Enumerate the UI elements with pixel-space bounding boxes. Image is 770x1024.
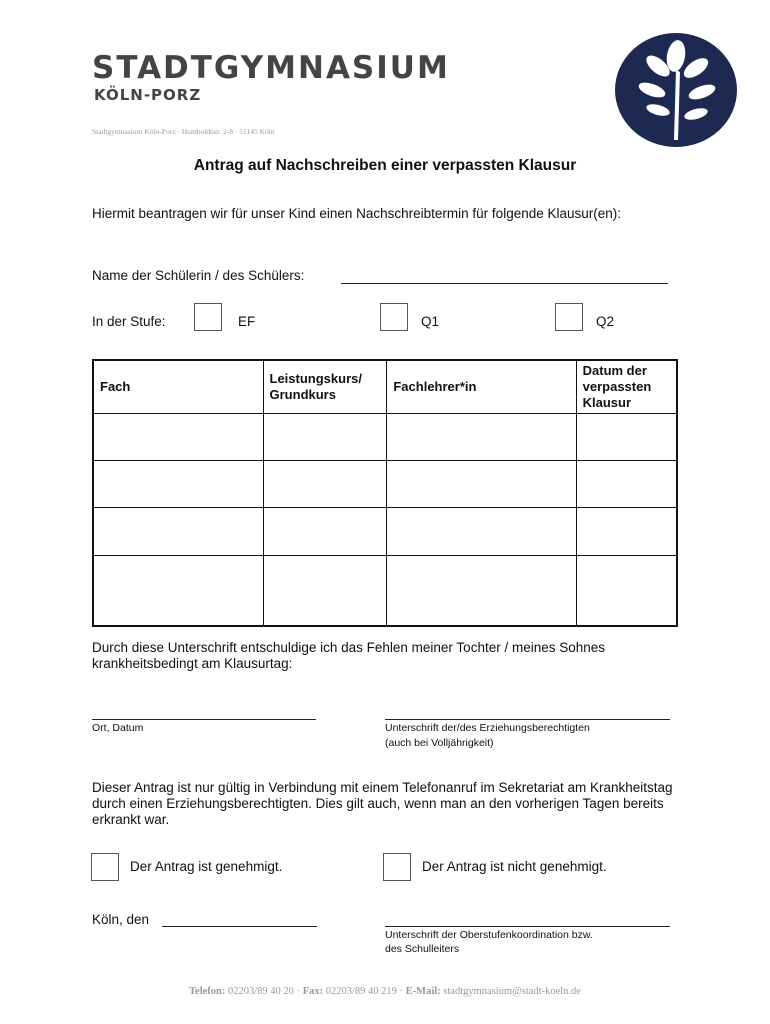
checkbox-not-approved[interactable] xyxy=(383,853,411,881)
place-date-label: Ort, Datum xyxy=(92,722,144,734)
guardian-signature-note: (auch bei Volljährigkeit) xyxy=(385,737,494,749)
table-cell[interactable] xyxy=(387,555,576,626)
guardian-signature-label: Unterschrift der/des Erziehungsberechtigten xyxy=(385,722,590,734)
table-row xyxy=(93,461,677,508)
table-cell[interactable] xyxy=(387,461,576,508)
school-address: Stadtgymnasium Köln-Porz · Humboldtstr. 2-8 · 51145 Köln xyxy=(92,127,275,136)
table-cell[interactable] xyxy=(93,461,263,508)
table-cell[interactable] xyxy=(93,414,263,461)
table-cell[interactable] xyxy=(576,508,677,555)
student-name-label: Name der Schülerin / des Schülers: xyxy=(92,268,305,283)
excuse-text: Durch diese Unterschrift entschuldige ich das Fehlen meiner Tochter / meines Sohnes krankheitsbedingt am Klausurtag: xyxy=(92,640,606,671)
table-cell[interactable] xyxy=(576,461,677,508)
option-ef-label: EF xyxy=(238,314,256,329)
checkbox-ef[interactable] xyxy=(194,303,222,331)
school-name: STADTGYMNASIUM xyxy=(92,50,450,86)
coordinator-signature-field[interactable] xyxy=(385,926,670,927)
table-cell[interactable] xyxy=(263,508,387,555)
stage-label: In der Stufe: xyxy=(92,314,166,329)
validity-text: Dieser Antrag ist nur gültig in Verbindung mit einem Telefonanruf im Sekretariat am Krankheitstag durch einen Erziehungsberechtigten. Dies gilt auch, wenn man an den vorherigen Tagen bereits erkrankt war. xyxy=(92,780,673,827)
approved-label: Der Antrag ist genehmigt. xyxy=(130,859,283,874)
footer-contact: Telefon: 02203/89 40 20 · Fax: 02203/89 40 219 · E-Mail: stadtgymnasium@stadt-koeln.de xyxy=(189,986,581,997)
email-address: stadtgymnasium@stadt-koeln.de xyxy=(443,986,581,997)
table-cell[interactable] xyxy=(263,414,387,461)
fax-label: Fax: xyxy=(302,986,324,997)
school-location: KÖLN-PORZ xyxy=(94,86,202,104)
exam-table xyxy=(92,359,678,627)
table-cell[interactable] xyxy=(263,555,387,626)
place-date-field[interactable] xyxy=(92,719,316,720)
table-cell[interactable] xyxy=(576,414,677,461)
header-kurs: Leistungskurs/ Grundkurs xyxy=(263,360,387,414)
table-row xyxy=(93,414,677,461)
option-q2-label: Q2 xyxy=(596,314,615,329)
table-cell[interactable] xyxy=(93,555,263,626)
form-title: Antrag auf Nachschreiben einer verpassten Klausur xyxy=(193,157,577,174)
coordinator-signature-note: des Schulleiters xyxy=(385,943,460,955)
coordinator-signature-label: Unterschrift der Oberstufenkoordination bzw. xyxy=(385,929,593,941)
checkbox-approved[interactable] xyxy=(91,853,119,881)
guardian-signature-field[interactable] xyxy=(385,719,670,720)
not-approved-label: Der Antrag ist nicht genehmigt. xyxy=(422,859,607,874)
checkbox-q2[interactable] xyxy=(555,303,583,331)
table-cell[interactable] xyxy=(387,508,576,555)
table-cell[interactable] xyxy=(93,508,263,555)
student-name-field[interactable] xyxy=(341,283,668,284)
table-cell[interactable] xyxy=(387,414,576,461)
phone-label: Telefon: xyxy=(189,986,226,997)
table-row xyxy=(93,508,677,555)
cologne-date-field[interactable] xyxy=(162,926,317,927)
table-cell[interactable] xyxy=(576,555,677,626)
email-label: E-Mail: xyxy=(405,986,441,997)
header-fach: Fach xyxy=(93,360,263,414)
school-logo xyxy=(614,32,738,148)
table-row xyxy=(93,555,677,626)
header-datum: Datum der verpassten Klausur xyxy=(576,360,677,414)
header-fachlehrer: Fachlehrer*in xyxy=(387,360,576,414)
fax-number: 02203/89 40 219 xyxy=(325,986,397,997)
table-header-row xyxy=(93,360,677,414)
checkbox-q1[interactable] xyxy=(380,303,408,331)
option-q1-label: Q1 xyxy=(421,314,440,329)
table-cell[interactable] xyxy=(263,461,387,508)
phone-number: 02203/89 40 20 xyxy=(228,986,294,997)
cologne-date-label: Köln, den xyxy=(92,912,150,927)
intro-text: Hiermit beantragen wir für unser Kind einen Nachschreibtermin für folgende Klausur(en): xyxy=(92,206,622,221)
